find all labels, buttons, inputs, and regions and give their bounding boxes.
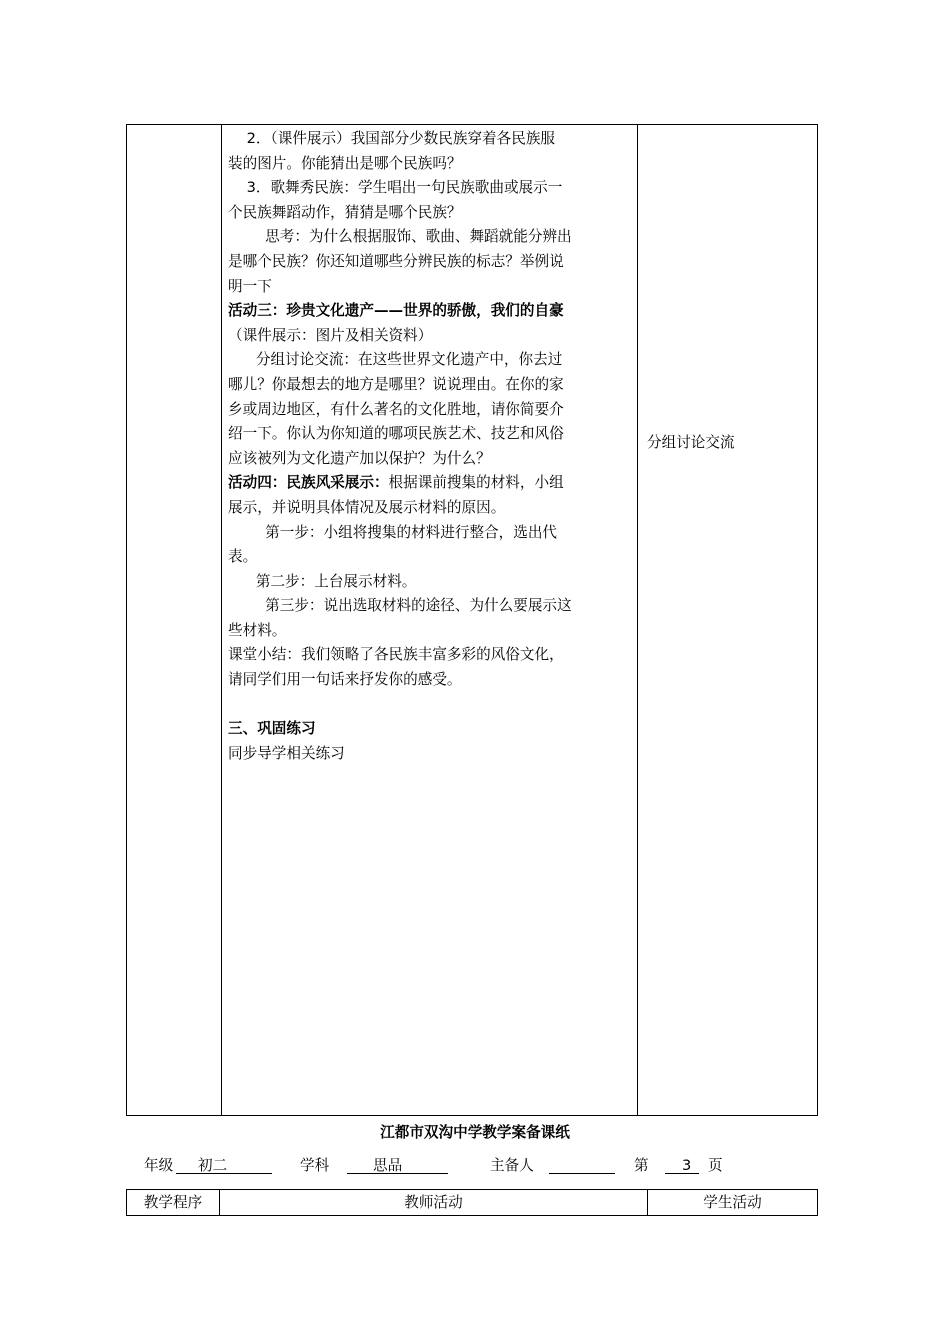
teacher-line: 表。 xyxy=(228,548,258,566)
grade-field xyxy=(176,1155,272,1174)
teacher-line: 些材料。 xyxy=(228,621,287,639)
page-number: 3 xyxy=(682,1157,692,1174)
subject-value: 思品 xyxy=(373,1157,403,1174)
lesson-table xyxy=(126,124,818,1116)
teacher-lines xyxy=(228,127,633,471)
teacher-line: 思考：为什么根据服饰、歌曲、舞蹈就能分辨出 xyxy=(228,228,572,246)
student-activity-text: 分组讨论交流 xyxy=(647,434,735,451)
teacher-line: 请同学们用一句话来抒发你的感受。 xyxy=(228,671,462,689)
page-suffix: 页 xyxy=(708,1157,723,1174)
teacher-line: 乡或周边地区，有什么著名的文化胜地，请你简要介 xyxy=(228,400,564,418)
grade-value: 初二 xyxy=(198,1157,228,1174)
teacher-line: 第二步：上台展示材料。 xyxy=(228,572,417,590)
subject-field xyxy=(347,1155,448,1174)
grade-label: 年级 xyxy=(144,1157,174,1174)
teacher-lines-continued xyxy=(228,496,633,693)
subject-label: 学科 xyxy=(300,1157,330,1174)
page-field xyxy=(665,1155,699,1174)
section-three-text: 同步导学相关练习 xyxy=(228,744,345,762)
header-teacher-activity: 教师活动 xyxy=(404,1194,463,1211)
teacher-line: 展示，并说明具体情况及展示材料的原因。 xyxy=(228,498,506,516)
teacher-line: 第三步：说出选取材料的途径、为什么要展示这 xyxy=(228,597,572,615)
header-student-activity: 学生活动 xyxy=(703,1194,762,1211)
teacher-line: 课堂小结：我们领略了各民族丰富多彩的风俗文化， xyxy=(228,646,564,664)
teacher-line: 个民族舞蹈动作，猜猜是哪个民族？ xyxy=(228,203,462,221)
teacher-line: 3．歌舞秀民族：学生唱出一句民族歌曲或展示一 xyxy=(228,179,563,197)
teacher-activity-column xyxy=(228,127,633,766)
section-three-title: 三、巩固练习 xyxy=(228,720,316,738)
activity-four-line xyxy=(228,471,633,496)
preparer-field xyxy=(549,1155,615,1174)
document-title: 江都市双沟中学教学案备课纸 xyxy=(380,1124,570,1141)
teacher-line: 绍一下。你认为你知道的哪项民族艺术、技艺和风俗 xyxy=(228,425,564,443)
teacher-line: 分组讨论交流：在这些世界文化遗产中，你去过 xyxy=(228,351,563,369)
teacher-line: 第一步：小组将搜集的材料进行整合，选出代 xyxy=(228,523,558,541)
preparer-label: 主备人 xyxy=(490,1157,534,1174)
activity-four-text: 根据课前搜集的材料，小组 xyxy=(388,474,564,492)
table-divider-left xyxy=(221,125,222,1115)
header-table xyxy=(126,1189,818,1216)
teacher-line: 明一下 xyxy=(228,277,272,295)
teacher-line: 2．（课件展示）我国部分少数民族穿着各民族服 xyxy=(228,130,556,147)
table-divider-right xyxy=(637,125,638,1115)
teacher-line: 活动三：珍贵文化遗产——世界的骄傲，我们的自豪 xyxy=(228,302,564,320)
header-procedure: 教学程序 xyxy=(143,1194,203,1211)
teacher-line: 是哪个民族？你还知道哪些分辨民族的标志？举例说 xyxy=(228,252,564,270)
teacher-line: 应该被列为文化遗产加以保护？为什么？ xyxy=(228,449,491,467)
teacher-line: 装的图片。你能猜出是哪个民族吗？ xyxy=(228,154,462,172)
teacher-line: （课件展示：图片及相关资料） xyxy=(228,326,433,344)
teacher-line: 哪儿？你最想去的地方是哪里？说说理由。在你的家 xyxy=(228,375,564,393)
page-prefix: 第 xyxy=(634,1157,649,1174)
activity-four-label: 活动四：民族风采展示： xyxy=(228,474,389,492)
meta-row xyxy=(144,1155,824,1179)
